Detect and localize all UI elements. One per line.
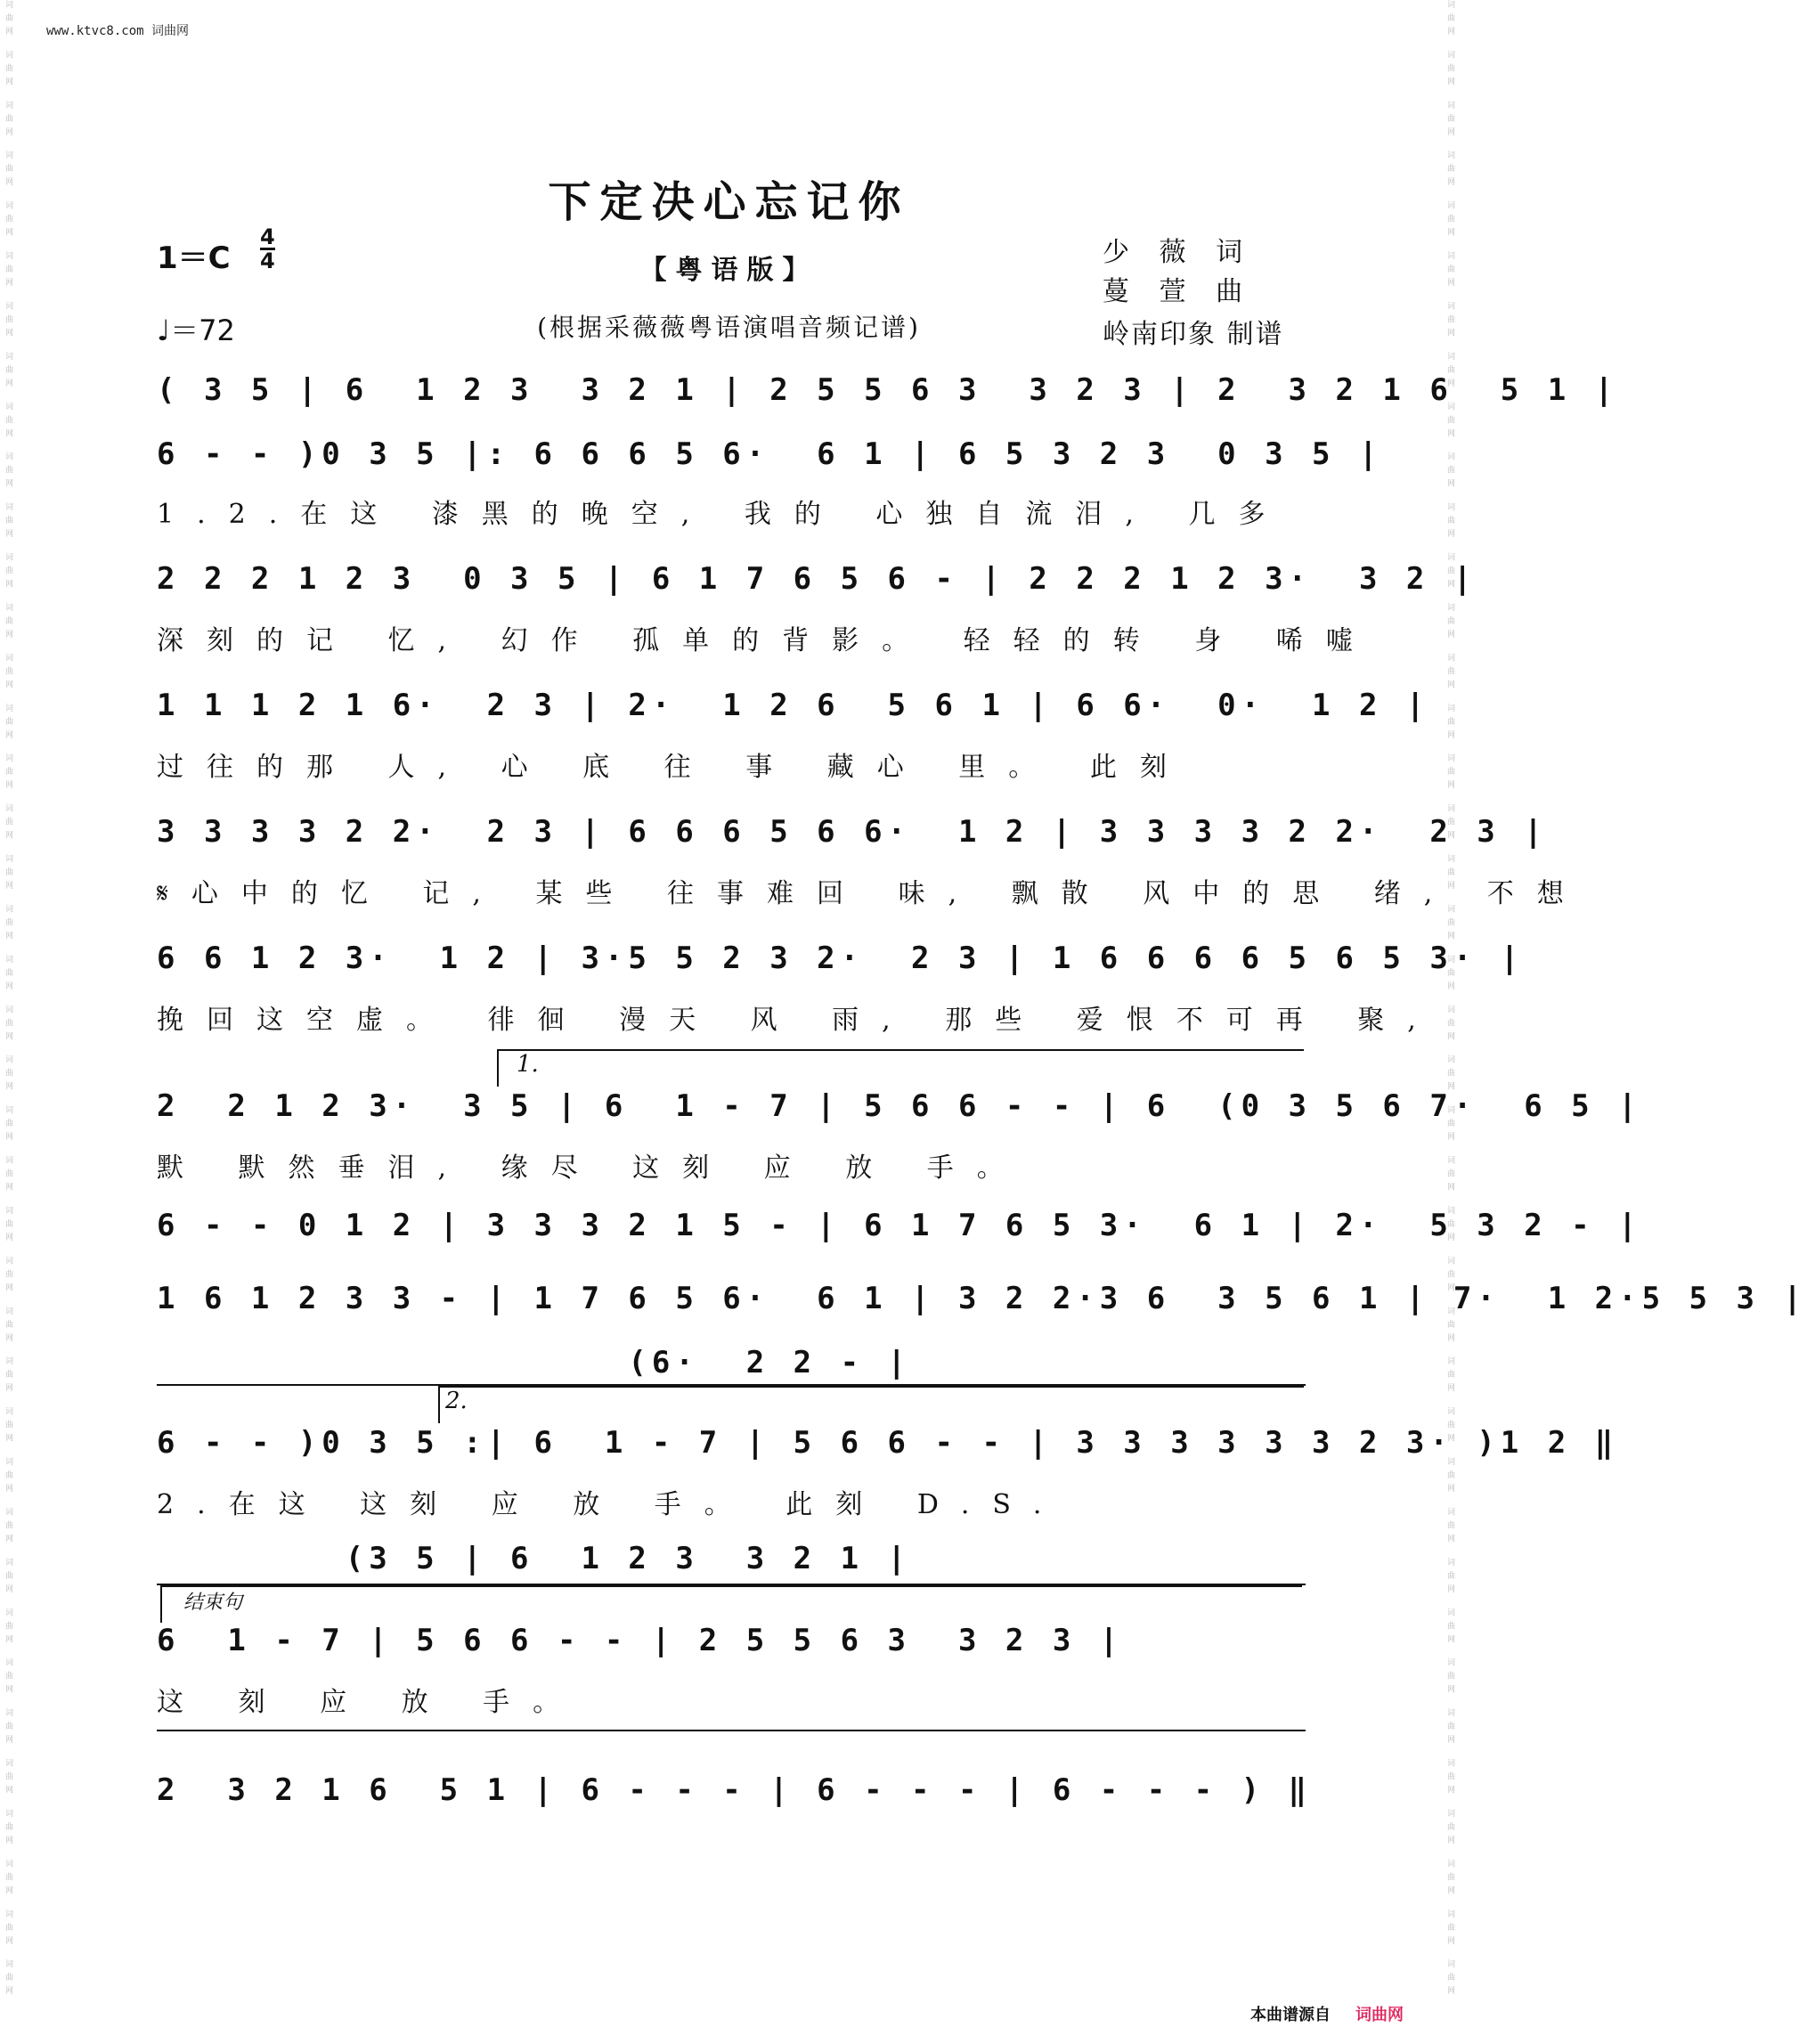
lyric-line: 挽回这空虚。 徘徊 漫天 风 雨, 那些 爱恨不可再 聚,	[157, 1005, 1439, 1036]
watermark-right: 词曲网 词曲网 词曲网 词曲网 词曲网 词曲网 词曲网 词曲网 词曲网 词曲网 词曲网 词曲网 词曲网 词曲网 词曲网 词曲网 词曲网 词曲网 词曲网 词曲网 词曲网 词曲网 词曲网 词曲网 词曲网 词曲网 词曲网 词曲网 词曲网 词曲网 词曲网 词曲网 词曲网 词曲网 词曲网 词曲网 词曲网 词曲网 词曲网 词曲网	[1445, 0, 1454, 2000]
time-numerator: 4	[260, 224, 275, 249]
footer-text: 本曲谱源自	[1250, 2006, 1331, 2024]
lyric-line: 默 默然垂泪, 缘尽 这刻 应 放 手。	[157, 1152, 1027, 1184]
lyric-line: 2.在这 这刻 应 放 手。 此刻 D.S.	[157, 1489, 1065, 1520]
score-line: 6 - - )0 3 5 |: 6 6 6 5 6· 6 1 | 6 5 3 2 3 0 3 5 |	[157, 436, 1383, 472]
lyric-line: 深刻的记 忆, 幻作 孤单的背影。 轻轻的转 身 唏嘘	[157, 625, 1376, 656]
composer-credit: 蔓 萱 曲	[1103, 276, 1254, 307]
tempo-marking: ♩＝72	[157, 314, 235, 347]
lyric-line: 过往的那 人, 心 底 往 事 藏心 里。 此刻	[157, 752, 1190, 783]
score-line: 6 1 - 7 | 5 6 6 - - | 2 5 5 6 3 3 2 3 |	[157, 1623, 1124, 1658]
watermark-left: 词曲网 词曲网 词曲网 词曲网 词曲网 词曲网 词曲网 词曲网 词曲网 词曲网 词曲网 词曲网 词曲网 词曲网 词曲网 词曲网 词曲网 词曲网 词曲网 词曲网 词曲网 词曲网 词曲网 词曲网 词曲网 词曲网 词曲网 词曲网 词曲网 词曲网 词曲网 词曲网 词曲网 词曲网 词曲网 词曲网 词曲网 词曲网 词曲网 词曲网	[4, 0, 12, 2000]
volta-bracket-1	[497, 1049, 1304, 1087]
score-line: 6 - - )0 3 5 :| 6 1 - 7 | 5 6 6 - - | 3 3 3 3 3 3 2 3· )1 2 ‖	[157, 1425, 1619, 1461]
footer-brand-link[interactable]: 词曲网	[1355, 2006, 1404, 2024]
lyricist-credit: 少 薇 词	[1103, 237, 1254, 268]
score-line: 2 2 2 1 2 3 0 3 5 | 6 1 7 6 5 6 - | 2 2 2 1 2 3· 3 2 |	[157, 561, 1477, 597]
score-line: 6 - - 0 1 2 | 3 3 3 2 1 5 - | 6 1 7 6 5 3· 6 1 | 2· 5 3 2 - |	[157, 1208, 1642, 1243]
song-title: 下定决心忘记你	[548, 177, 910, 227]
lyric-line: 𝄋心中的忆 记, 某些 往事难回 味, 飘散 风中的思 绪, 不想	[157, 878, 1587, 909]
ending-bracket	[160, 1585, 1302, 1623]
lyric-line: 这 刻 应 放 手。	[157, 1687, 583, 1718]
volta-bracket-2	[438, 1386, 1304, 1423]
score-line: 1 6 1 2 3 3 - | 1 7 6 5 6· 6 1 | 3 2 2·3 6 3 5 6 1 | 7· 1 2·5 5 3 |	[157, 1281, 1807, 1316]
site-url[interactable]: www.ktvc8.com 词曲网	[46, 24, 190, 38]
staff-divider	[157, 1730, 1306, 1731]
arranger-credit: 岭南印象 制谱	[1103, 319, 1284, 350]
score-line: 2 3 2 1 6 5 1 | 6 - - - | 6 - - - | 6 - - - ) ‖	[157, 1772, 1313, 1808]
footer-credit	[1250, 2002, 1404, 2025]
source-note: (根据采薇薇粤语演唱音频记谱)	[537, 313, 921, 342]
score-line: 6 6 1 2 3· 1 2 | 3·5 5 2 3 2· 2 3 | 1 6 6 6 6 5 6 5 3· |	[157, 941, 1525, 976]
score-line: 1 1 1 2 1 6· 2 3 | 2· 1 2 6 5 6 1 | 6 6· 0· 1 2 |	[157, 688, 1430, 723]
version-label: 【粤语版】	[639, 255, 818, 286]
score-line: (3 5 | 6 1 2 3 3 2 1 |	[157, 1541, 912, 1576]
score-line: 2 2 1 2 3· 3 5 | 6 1 - 7 | 5 6 6 - - | 6 (0 3 5 6 7· 6 5 |	[157, 1088, 1642, 1124]
volta-label-2: 2.	[445, 1388, 468, 1414]
score-line: ( 3 5 | 6 1 2 3 3 2 1 | 2 5 5 6 3 3 2 3 | 2 3 2 1 6 5 1 |	[157, 372, 1619, 408]
score-line: 3 3 3 3 2 2· 2 3 | 6 6 6 5 6 6· 1 2 | 3 3 3 3 2 2· 2 3 |	[157, 814, 1548, 850]
time-denominator: 4	[260, 248, 275, 273]
lyric-line: 1.2.在这 漆黑的晚空, 我的 心独自流泪, 几多	[157, 499, 1289, 530]
score-line: (6· 2 2 - |	[157, 1345, 912, 1380]
key-signature: 1＝C	[157, 240, 231, 276]
ending-label: 结束句	[183, 1592, 243, 1614]
volta-label-1: 1.	[517, 1051, 539, 1078]
